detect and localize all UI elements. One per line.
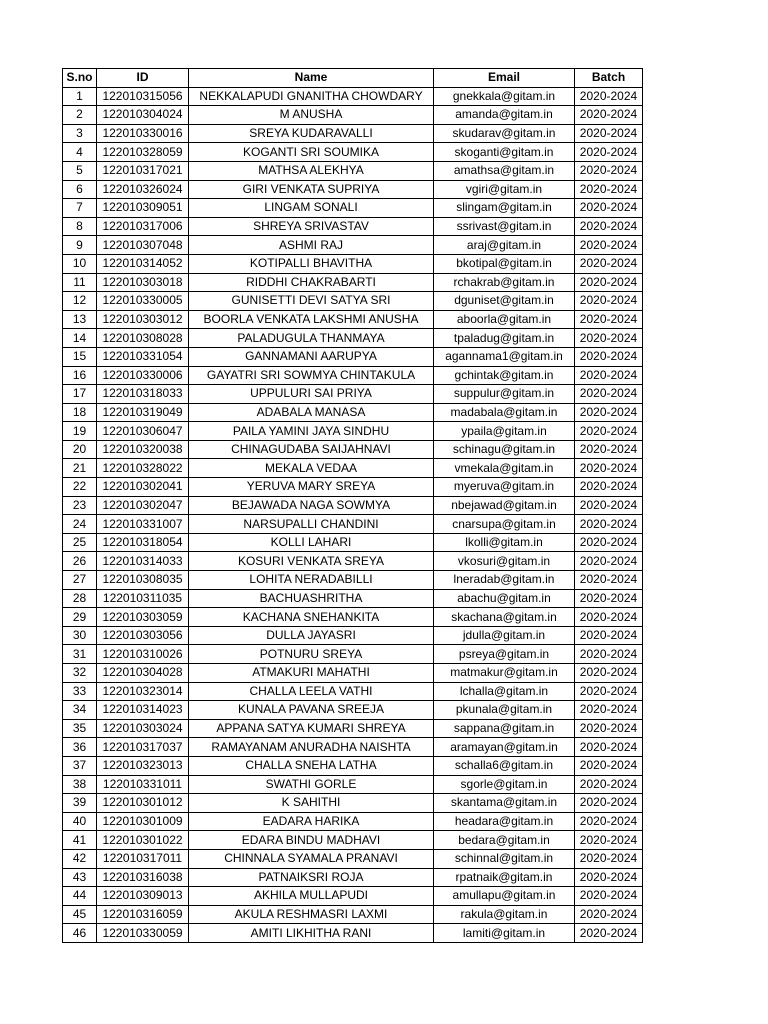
cell-name: GAYATRI SRI SOWMYA CHINTAKULA bbox=[189, 366, 434, 385]
cell-name: LOHITA NERADABILLI bbox=[189, 571, 434, 590]
cell-email: jdulla@gitam.in bbox=[434, 626, 575, 645]
cell-batch: 2020-2024 bbox=[575, 794, 643, 813]
cell-batch: 2020-2024 bbox=[575, 571, 643, 590]
cell-id: 122010308035 bbox=[97, 571, 189, 590]
cell-batch: 2020-2024 bbox=[575, 645, 643, 664]
cell-email: pkunala@gitam.in bbox=[434, 701, 575, 720]
cell-id: 122010330006 bbox=[97, 366, 189, 385]
cell-batch: 2020-2024 bbox=[575, 496, 643, 515]
cell-email: vgiri@gitam.in bbox=[434, 180, 575, 199]
cell-name: K SAHITHI bbox=[189, 794, 434, 813]
cell-sno: 43 bbox=[63, 868, 97, 887]
cell-batch: 2020-2024 bbox=[575, 533, 643, 552]
cell-email: sgorle@gitam.in bbox=[434, 775, 575, 794]
cell-sno: 34 bbox=[63, 701, 97, 720]
table-row bbox=[63, 552, 643, 571]
cell-email: bedara@gitam.in bbox=[434, 831, 575, 850]
cell-batch: 2020-2024 bbox=[575, 366, 643, 385]
cell-name: PAILA YAMINI JAYA SINDHU bbox=[189, 422, 434, 441]
header-email: Email bbox=[434, 69, 575, 88]
cell-id: 122010323013 bbox=[97, 756, 189, 775]
cell-sno: 22 bbox=[63, 478, 97, 497]
cell-sno: 19 bbox=[63, 422, 97, 441]
table-row bbox=[63, 292, 643, 311]
cell-id: 122010304024 bbox=[97, 106, 189, 125]
cell-email: slingam@gitam.in bbox=[434, 199, 575, 218]
cell-id: 122010317021 bbox=[97, 161, 189, 180]
cell-sno: 9 bbox=[63, 236, 97, 255]
cell-sno: 20 bbox=[63, 440, 97, 459]
cell-batch: 2020-2024 bbox=[575, 292, 643, 311]
cell-sno: 41 bbox=[63, 831, 97, 850]
cell-sno: 21 bbox=[63, 459, 97, 478]
cell-email: agannama1@gitam.in bbox=[434, 347, 575, 366]
cell-id: 122010331054 bbox=[97, 347, 189, 366]
cell-id: 122010318033 bbox=[97, 385, 189, 404]
cell-sno: 7 bbox=[63, 199, 97, 218]
cell-sno: 17 bbox=[63, 385, 97, 404]
cell-name: POTNURU SREYA bbox=[189, 645, 434, 664]
cell-sno: 4 bbox=[63, 143, 97, 162]
table-row bbox=[63, 217, 643, 236]
cell-name: KOSURI VENKATA SREYA bbox=[189, 552, 434, 571]
cell-name: KUNALA PAVANA SREEJA bbox=[189, 701, 434, 720]
cell-sno: 46 bbox=[63, 924, 97, 943]
cell-sno: 11 bbox=[63, 273, 97, 292]
cell-id: 122010314052 bbox=[97, 254, 189, 273]
table-row bbox=[63, 236, 643, 255]
cell-sno: 23 bbox=[63, 496, 97, 515]
cell-batch: 2020-2024 bbox=[575, 161, 643, 180]
cell-sno: 14 bbox=[63, 329, 97, 348]
table-row bbox=[63, 812, 643, 831]
table-row bbox=[63, 347, 643, 366]
cell-name: BACHUASHRITHA bbox=[189, 589, 434, 608]
table-row bbox=[63, 124, 643, 143]
cell-id: 122010315056 bbox=[97, 87, 189, 106]
cell-batch: 2020-2024 bbox=[575, 775, 643, 794]
cell-email: skantama@gitam.in bbox=[434, 794, 575, 813]
cell-id: 122010309051 bbox=[97, 199, 189, 218]
header-batch: Batch bbox=[575, 69, 643, 88]
cell-batch: 2020-2024 bbox=[575, 719, 643, 738]
cell-id: 122010302047 bbox=[97, 496, 189, 515]
student-table bbox=[62, 68, 643, 943]
header-name: Name bbox=[189, 69, 434, 88]
cell-name: GANNAMANI AARUPYA bbox=[189, 347, 434, 366]
cell-batch: 2020-2024 bbox=[575, 273, 643, 292]
cell-name: EADARA HARIKA bbox=[189, 812, 434, 831]
table-header bbox=[63, 69, 643, 88]
table-row bbox=[63, 831, 643, 850]
cell-name: GUNISETTI DEVI SATYA SRI bbox=[189, 292, 434, 311]
table-row bbox=[63, 719, 643, 738]
cell-batch: 2020-2024 bbox=[575, 217, 643, 236]
table-row bbox=[63, 440, 643, 459]
table-row bbox=[63, 366, 643, 385]
cell-name: EDARA BINDU MADHAVI bbox=[189, 831, 434, 850]
cell-id: 122010320038 bbox=[97, 440, 189, 459]
cell-name: CHALLA LEELA VATHI bbox=[189, 682, 434, 701]
cell-sno: 5 bbox=[63, 161, 97, 180]
cell-email: amanda@gitam.in bbox=[434, 106, 575, 125]
cell-id: 122010330016 bbox=[97, 124, 189, 143]
table-row bbox=[63, 887, 643, 906]
cell-batch: 2020-2024 bbox=[575, 143, 643, 162]
cell-sno: 10 bbox=[63, 254, 97, 273]
cell-batch: 2020-2024 bbox=[575, 329, 643, 348]
cell-sno: 36 bbox=[63, 738, 97, 757]
table-body bbox=[63, 87, 643, 942]
header-sno: S.no bbox=[63, 69, 97, 88]
table-row bbox=[63, 868, 643, 887]
cell-email: psreya@gitam.in bbox=[434, 645, 575, 664]
cell-email: cnarsupa@gitam.in bbox=[434, 515, 575, 534]
cell-id: 122010317011 bbox=[97, 849, 189, 868]
cell-batch: 2020-2024 bbox=[575, 515, 643, 534]
cell-batch: 2020-2024 bbox=[575, 385, 643, 404]
cell-email: matmakur@gitam.in bbox=[434, 664, 575, 683]
cell-batch: 2020-2024 bbox=[575, 682, 643, 701]
cell-email: lkolli@gitam.in bbox=[434, 533, 575, 552]
cell-batch: 2020-2024 bbox=[575, 868, 643, 887]
cell-batch: 2020-2024 bbox=[575, 626, 643, 645]
cell-id: 122010306047 bbox=[97, 422, 189, 441]
cell-name: RAMAYANAM ANURADHA NAISHTA bbox=[189, 738, 434, 757]
cell-id: 122010314033 bbox=[97, 552, 189, 571]
cell-name: KOTIPALLI BHAVITHA bbox=[189, 254, 434, 273]
cell-name: GIRI VENKATA SUPRIYA bbox=[189, 180, 434, 199]
cell-name: SREYA KUDARAVALLI bbox=[189, 124, 434, 143]
cell-email: gchintak@gitam.in bbox=[434, 366, 575, 385]
cell-id: 122010304028 bbox=[97, 664, 189, 683]
cell-id: 122010317037 bbox=[97, 738, 189, 757]
cell-name: UPPULURI SAI PRIYA bbox=[189, 385, 434, 404]
cell-id: 122010301009 bbox=[97, 812, 189, 831]
cell-id: 122010311035 bbox=[97, 589, 189, 608]
cell-name: ATMAKURI MAHATHI bbox=[189, 664, 434, 683]
cell-email: nbejawad@gitam.in bbox=[434, 496, 575, 515]
cell-id: 122010326024 bbox=[97, 180, 189, 199]
cell-email: sappana@gitam.in bbox=[434, 719, 575, 738]
cell-batch: 2020-2024 bbox=[575, 812, 643, 831]
cell-name: BOORLA VENKATA LAKSHMI ANUSHA bbox=[189, 310, 434, 329]
cell-sno: 37 bbox=[63, 756, 97, 775]
cell-name: SHREYA SRIVASTAV bbox=[189, 217, 434, 236]
table-row bbox=[63, 682, 643, 701]
cell-sno: 1 bbox=[63, 87, 97, 106]
cell-batch: 2020-2024 bbox=[575, 924, 643, 943]
cell-name: BEJAWADA NAGA SOWMYA bbox=[189, 496, 434, 515]
cell-email: myeruva@gitam.in bbox=[434, 478, 575, 497]
cell-email: schinagu@gitam.in bbox=[434, 440, 575, 459]
table-row bbox=[63, 180, 643, 199]
cell-batch: 2020-2024 bbox=[575, 589, 643, 608]
table-row bbox=[63, 738, 643, 757]
cell-batch: 2020-2024 bbox=[575, 87, 643, 106]
table-row bbox=[63, 664, 643, 683]
cell-batch: 2020-2024 bbox=[575, 180, 643, 199]
cell-id: 122010331007 bbox=[97, 515, 189, 534]
cell-id: 122010330005 bbox=[97, 292, 189, 311]
table-row bbox=[63, 701, 643, 720]
table-row bbox=[63, 589, 643, 608]
cell-email: skudarav@gitam.in bbox=[434, 124, 575, 143]
table-row bbox=[63, 608, 643, 627]
table-row bbox=[63, 199, 643, 218]
cell-name: YERUVA MARY SREYA bbox=[189, 478, 434, 497]
cell-id: 122010328022 bbox=[97, 459, 189, 478]
cell-sno: 30 bbox=[63, 626, 97, 645]
cell-batch: 2020-2024 bbox=[575, 236, 643, 255]
cell-name: ADABALA MANASA bbox=[189, 403, 434, 422]
cell-batch: 2020-2024 bbox=[575, 905, 643, 924]
cell-email: vkosuri@gitam.in bbox=[434, 552, 575, 571]
table-row bbox=[63, 849, 643, 868]
table-row bbox=[63, 496, 643, 515]
cell-name: PATNAIKSRI ROJA bbox=[189, 868, 434, 887]
cell-email: lchalla@gitam.in bbox=[434, 682, 575, 701]
cell-name: KACHANA SNEHANKITA bbox=[189, 608, 434, 627]
cell-name: KOGANTI SRI SOUMIKA bbox=[189, 143, 434, 162]
cell-name: M ANUSHA bbox=[189, 106, 434, 125]
cell-id: 122010302041 bbox=[97, 478, 189, 497]
cell-email: dguniset@gitam.in bbox=[434, 292, 575, 311]
cell-email: amathsa@gitam.in bbox=[434, 161, 575, 180]
table-row bbox=[63, 478, 643, 497]
cell-sno: 27 bbox=[63, 571, 97, 590]
cell-id: 122010303024 bbox=[97, 719, 189, 738]
cell-batch: 2020-2024 bbox=[575, 347, 643, 366]
cell-name: PALADUGULA THANMAYA bbox=[189, 329, 434, 348]
cell-sno: 32 bbox=[63, 664, 97, 683]
cell-name: NEKKALAPUDI GNANITHA CHOWDARY bbox=[189, 87, 434, 106]
cell-name: LINGAM SONALI bbox=[189, 199, 434, 218]
cell-name: AMITI LIKHITHA RANI bbox=[189, 924, 434, 943]
cell-name: KOLLI LAHARI bbox=[189, 533, 434, 552]
table-row bbox=[63, 756, 643, 775]
cell-batch: 2020-2024 bbox=[575, 664, 643, 683]
cell-sno: 2 bbox=[63, 106, 97, 125]
cell-id: 122010319049 bbox=[97, 403, 189, 422]
cell-email: rpatnaik@gitam.in bbox=[434, 868, 575, 887]
cell-id: 122010303056 bbox=[97, 626, 189, 645]
cell-id: 122010308028 bbox=[97, 329, 189, 348]
cell-email: madabala@gitam.in bbox=[434, 403, 575, 422]
table-row bbox=[63, 533, 643, 552]
table-row bbox=[63, 385, 643, 404]
cell-batch: 2020-2024 bbox=[575, 459, 643, 478]
table-row bbox=[63, 905, 643, 924]
table-row bbox=[63, 775, 643, 794]
cell-email: gnekkala@gitam.in bbox=[434, 87, 575, 106]
cell-name: MATHSA ALEKHYA bbox=[189, 161, 434, 180]
cell-id: 122010301012 bbox=[97, 794, 189, 813]
header-row bbox=[63, 69, 643, 88]
cell-name: RIDDHI CHAKRABARTI bbox=[189, 273, 434, 292]
cell-batch: 2020-2024 bbox=[575, 608, 643, 627]
cell-email: ypaila@gitam.in bbox=[434, 422, 575, 441]
table-row bbox=[63, 422, 643, 441]
cell-name: APPANA SATYA KUMARI SHREYA bbox=[189, 719, 434, 738]
cell-name: CHINNALA SYAMALA PRANAVI bbox=[189, 849, 434, 868]
cell-sno: 29 bbox=[63, 608, 97, 627]
cell-id: 122010307048 bbox=[97, 236, 189, 255]
cell-email: headara@gitam.in bbox=[434, 812, 575, 831]
cell-id: 122010303059 bbox=[97, 608, 189, 627]
table-row bbox=[63, 87, 643, 106]
cell-sno: 35 bbox=[63, 719, 97, 738]
cell-name: DULLA JAYASRI bbox=[189, 626, 434, 645]
table-row bbox=[63, 254, 643, 273]
cell-email: schinnal@gitam.in bbox=[434, 849, 575, 868]
cell-sno: 16 bbox=[63, 366, 97, 385]
cell-email: bkotipal@gitam.in bbox=[434, 254, 575, 273]
cell-sno: 28 bbox=[63, 589, 97, 608]
cell-email: rchakrab@gitam.in bbox=[434, 273, 575, 292]
cell-sno: 33 bbox=[63, 682, 97, 701]
cell-id: 122010303018 bbox=[97, 273, 189, 292]
cell-sno: 38 bbox=[63, 775, 97, 794]
cell-email: ssrivast@gitam.in bbox=[434, 217, 575, 236]
cell-id: 122010316038 bbox=[97, 868, 189, 887]
cell-sno: 6 bbox=[63, 180, 97, 199]
cell-id: 122010331011 bbox=[97, 775, 189, 794]
cell-name: CHALLA SNEHA LATHA bbox=[189, 756, 434, 775]
cell-name: ASHMI RAJ bbox=[189, 236, 434, 255]
cell-email: abachu@gitam.in bbox=[434, 589, 575, 608]
cell-batch: 2020-2024 bbox=[575, 440, 643, 459]
cell-name: NARSUPALLI CHANDINI bbox=[189, 515, 434, 534]
cell-batch: 2020-2024 bbox=[575, 199, 643, 218]
cell-email: lneradab@gitam.in bbox=[434, 571, 575, 590]
cell-sno: 40 bbox=[63, 812, 97, 831]
cell-sno: 39 bbox=[63, 794, 97, 813]
cell-email: rakula@gitam.in bbox=[434, 905, 575, 924]
cell-sno: 3 bbox=[63, 124, 97, 143]
cell-batch: 2020-2024 bbox=[575, 849, 643, 868]
cell-sno: 26 bbox=[63, 552, 97, 571]
cell-batch: 2020-2024 bbox=[575, 310, 643, 329]
table-row bbox=[63, 329, 643, 348]
cell-sno: 45 bbox=[63, 905, 97, 924]
cell-email: aboorla@gitam.in bbox=[434, 310, 575, 329]
cell-sno: 31 bbox=[63, 645, 97, 664]
cell-sno: 42 bbox=[63, 849, 97, 868]
cell-id: 122010303012 bbox=[97, 310, 189, 329]
table-row bbox=[63, 515, 643, 534]
cell-batch: 2020-2024 bbox=[575, 254, 643, 273]
cell-id: 122010316059 bbox=[97, 905, 189, 924]
cell-sno: 24 bbox=[63, 515, 97, 534]
cell-email: tpaladug@gitam.in bbox=[434, 329, 575, 348]
table-row bbox=[63, 645, 643, 664]
cell-id: 122010318054 bbox=[97, 533, 189, 552]
cell-email: amullapu@gitam.in bbox=[434, 887, 575, 906]
cell-id: 122010309013 bbox=[97, 887, 189, 906]
cell-sno: 25 bbox=[63, 533, 97, 552]
table-row bbox=[63, 143, 643, 162]
table-row bbox=[63, 626, 643, 645]
cell-batch: 2020-2024 bbox=[575, 756, 643, 775]
cell-batch: 2020-2024 bbox=[575, 887, 643, 906]
cell-batch: 2020-2024 bbox=[575, 106, 643, 125]
cell-id: 122010323014 bbox=[97, 682, 189, 701]
cell-batch: 2020-2024 bbox=[575, 124, 643, 143]
cell-sno: 18 bbox=[63, 403, 97, 422]
cell-email: skachana@gitam.in bbox=[434, 608, 575, 627]
cell-name: SWATHI GORLE bbox=[189, 775, 434, 794]
cell-sno: 15 bbox=[63, 347, 97, 366]
header-id: ID bbox=[97, 69, 189, 88]
table-row bbox=[63, 459, 643, 478]
cell-batch: 2020-2024 bbox=[575, 552, 643, 571]
cell-sno: 13 bbox=[63, 310, 97, 329]
cell-email: araj@gitam.in bbox=[434, 236, 575, 255]
cell-id: 122010328059 bbox=[97, 143, 189, 162]
cell-email: vmekala@gitam.in bbox=[434, 459, 575, 478]
cell-email: suppulur@gitam.in bbox=[434, 385, 575, 404]
cell-email: aramayan@gitam.in bbox=[434, 738, 575, 757]
table-row bbox=[63, 106, 643, 125]
table-row bbox=[63, 571, 643, 590]
cell-batch: 2020-2024 bbox=[575, 701, 643, 720]
cell-sno: 44 bbox=[63, 887, 97, 906]
cell-batch: 2020-2024 bbox=[575, 422, 643, 441]
cell-id: 122010310026 bbox=[97, 645, 189, 664]
table-row bbox=[63, 273, 643, 292]
cell-batch: 2020-2024 bbox=[575, 478, 643, 497]
table-row bbox=[63, 310, 643, 329]
cell-sno: 8 bbox=[63, 217, 97, 236]
cell-email: skoganti@gitam.in bbox=[434, 143, 575, 162]
cell-id: 122010330059 bbox=[97, 924, 189, 943]
cell-batch: 2020-2024 bbox=[575, 403, 643, 422]
cell-name: MEKALA VEDAA bbox=[189, 459, 434, 478]
cell-id: 122010301022 bbox=[97, 831, 189, 850]
cell-id: 122010317006 bbox=[97, 217, 189, 236]
cell-name: CHINAGUDABA SAIJAHNAVI bbox=[189, 440, 434, 459]
cell-email: lamiti@gitam.in bbox=[434, 924, 575, 943]
cell-batch: 2020-2024 bbox=[575, 738, 643, 757]
cell-id: 122010314023 bbox=[97, 701, 189, 720]
cell-sno: 12 bbox=[63, 292, 97, 311]
cell-name: AKULA RESHMASRI LAXMI bbox=[189, 905, 434, 924]
table-row bbox=[63, 161, 643, 180]
cell-name: AKHILA MULLAPUDI bbox=[189, 887, 434, 906]
table-row bbox=[63, 794, 643, 813]
cell-email: schalla6@gitam.in bbox=[434, 756, 575, 775]
table-row bbox=[63, 924, 643, 943]
cell-batch: 2020-2024 bbox=[575, 831, 643, 850]
table-row bbox=[63, 403, 643, 422]
